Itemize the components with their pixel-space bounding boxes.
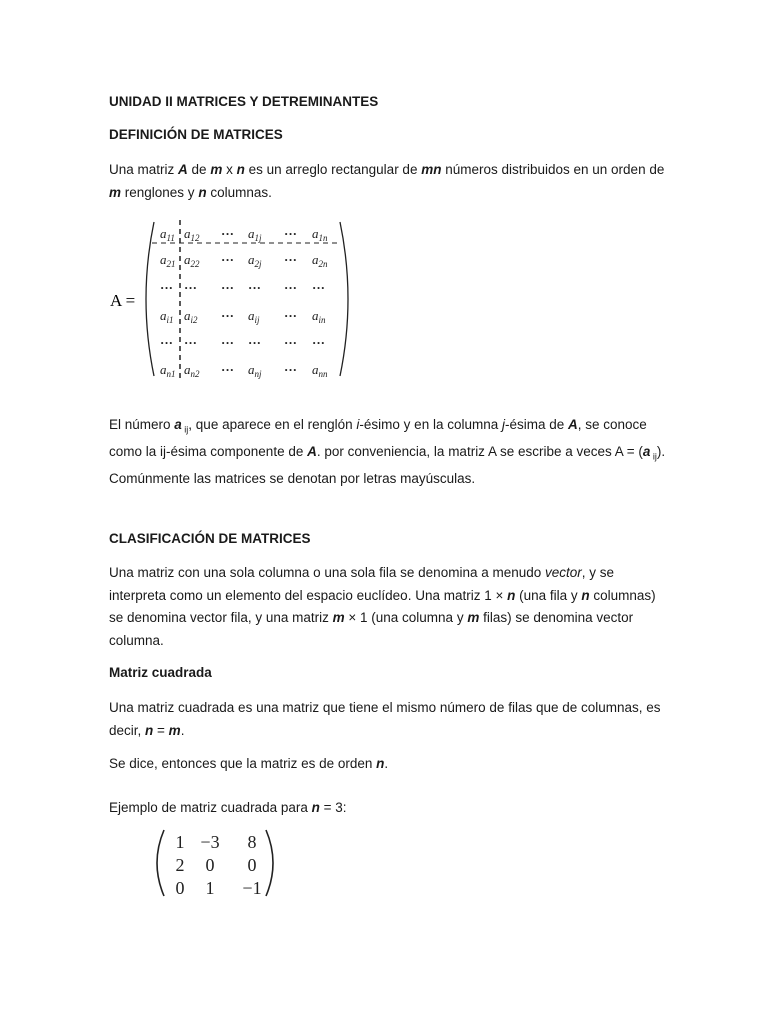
sub-heading-matriz-cuadrada: Matriz cuadrada [109,665,212,680]
example-matrix-entry: 0 [247,855,257,875]
example-matrix-entry: 1 [175,832,185,852]
matrix-entry: $a_{in}$ [312,308,326,325]
matrix-entry: ··· [160,280,174,295]
example-matrix-entry: 0 [205,855,215,875]
example-paragraph: Ejemplo de matriz cuadrada para n = 3: [109,800,347,815]
matrix-entry: ··· [248,335,262,350]
matrix-entry: ··· [160,335,174,350]
example-matrix-entry: 8 [247,832,257,852]
matrix-entry: $a_{1n}$ [312,226,328,243]
matrix-entry: ··· [184,335,198,350]
matrix-entry: $a_{11}$ [160,226,175,243]
example-matrix-entry: −1 [242,878,262,898]
matrix-entry: $a_{n2}$ [184,362,200,379]
matrix-entry: $a_{i2}$ [184,308,198,325]
matrix-entry: ··· [221,335,235,350]
order-paragraph: Se dice, entonces que la matriz es de orden n. [109,756,389,771]
matrix-entry: ··· [284,335,298,350]
matrix-entry: ··· [221,308,235,323]
definition-paragraph: Una matriz A de m x n es un arreglo rectangular de mn números distribuidos en un orden de m renglones y n columnas. [109,162,665,200]
vector-paragraph: Una matriz con una sola columna o una sola fila se denomina a menudo vector, y se interpreta como un elemento del espacio euclídeo. Una matriz 1 × n (una fila y n columnas) se denomina vector fila, y una matriz m × 1 (una columna y m filas) se denomina vector columna. [109,565,656,648]
matrix-entry: $a_{1j}$ [248,226,262,243]
general-matrix [108,214,358,384]
matrix-entry: ··· [221,362,235,377]
section-heading-definicion: DEFINICIÓN DE MATRICES [109,127,283,142]
square-matrix-paragraph: Una matriz cuadrada es una matriz que tiene el mismo número de filas que de columnas, es decir, n = m. [109,700,661,738]
example-matrix-entry: 0 [175,878,185,898]
matrix-entry: $a_{n1}$ [160,362,176,379]
matrix-entry: $a_{2n}$ [312,252,328,269]
matrix-entry: $a_{i1}$ [160,308,174,325]
matrix-entry: ··· [284,280,298,295]
matrix-entry: ··· [284,362,298,377]
matrix-entry: ··· [312,280,326,295]
matrix-entry: ··· [248,280,262,295]
example-matrix-entry: −3 [200,832,220,852]
matrix-entry: ··· [221,252,235,267]
component-paragraph: El número a $_{ij}$, que aparece en el renglón i-ésimo y en la columna j-ésima de A, se conoce como la ij-ésima componente de A. por conveniencia, la matriz A se escribe a veces A = (a $_{ij}$). Comúnmente las matrices se denotan por letras mayúsculas. [109,417,666,487]
matrix-entry: ··· [284,308,298,323]
matrix-entry: $a_{nn}$ [312,362,328,379]
example-matrix-entry: 2 [175,855,185,875]
matrix-entry: ··· [184,280,198,295]
matrix-entry: ··· [284,252,298,267]
matrix-entry: ··· [221,280,235,295]
matrix-entry: $a_{ij}$ [248,308,260,325]
example-left-paren [157,830,164,896]
matrix-entry: $a_{21}$ [160,252,176,269]
left-paren [146,222,154,376]
matrix-entry: $a_{2j}$ [248,252,262,269]
right-paren [340,222,348,376]
matrix-label: A = [110,291,136,310]
matrix-entry: ··· [312,335,326,350]
matrix-entry: $a_{22}$ [184,252,200,269]
matrix-entry: ··· [221,226,235,241]
matrix-entry: $a_{nj}$ [248,362,262,379]
matrix-entry: $a_{12}$ [184,226,200,243]
section-heading-clasificacion: CLASIFICACIÓN DE MATRICES [109,531,311,546]
matrix-entry: ··· [284,226,298,241]
example-matrix [152,826,282,900]
example-right-paren [266,830,273,896]
document-title: UNIDAD II MATRICES Y DETREMINANTES [109,94,379,109]
example-matrix-entry: 1 [205,878,215,898]
